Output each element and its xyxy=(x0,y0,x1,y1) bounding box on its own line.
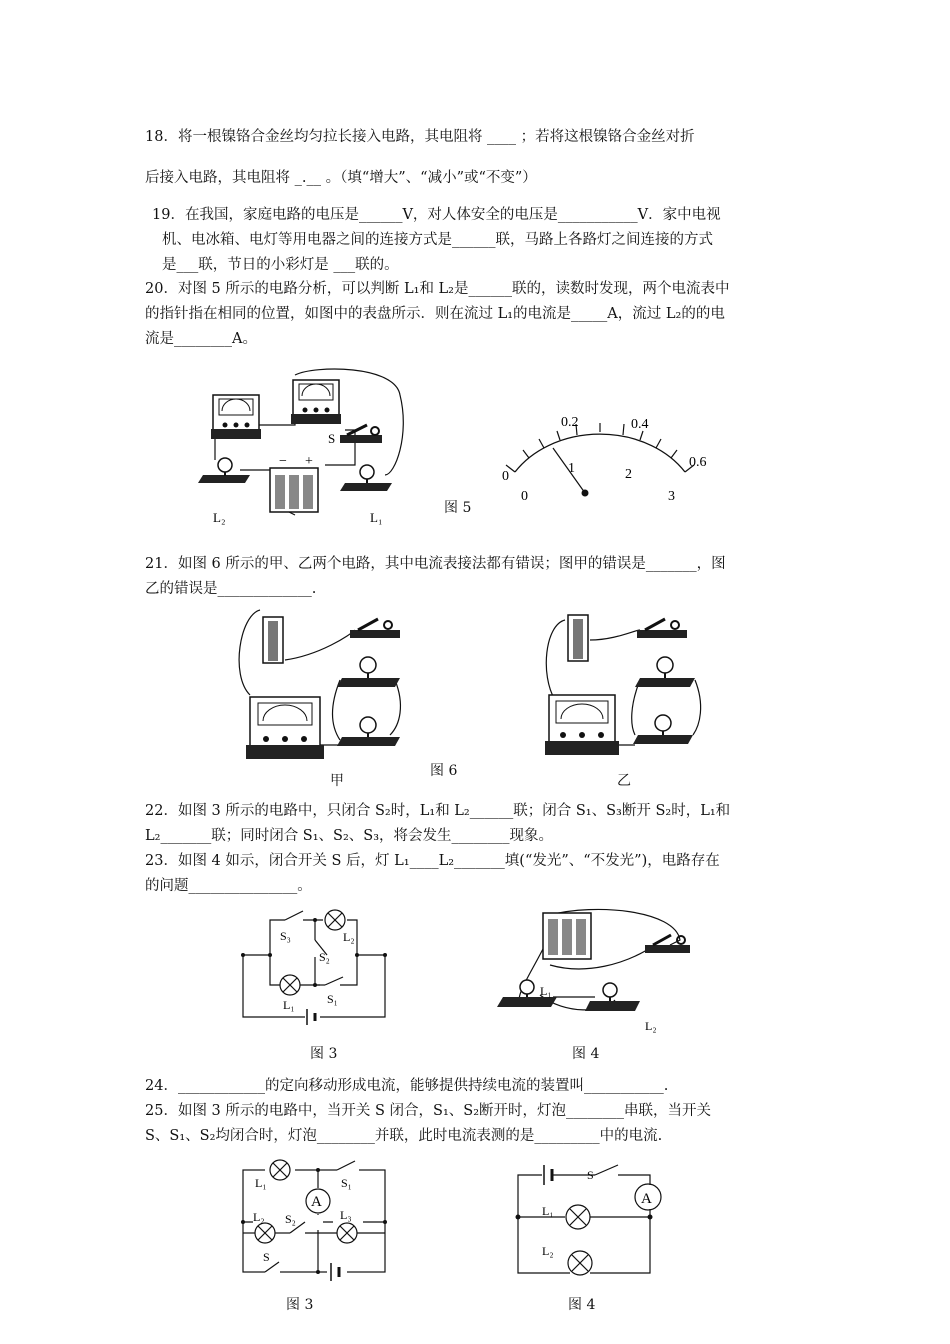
q19-line1: 19．在我国，家庭电路的电压是______V，对人体安全的电压是___________V．家中电视 xyxy=(152,207,721,223)
label-s1: S₁ xyxy=(327,992,338,1006)
q23-line2: 的问题_______________。 xyxy=(145,878,312,894)
dial-bottom-1: 1 xyxy=(568,461,575,476)
lamp-upper xyxy=(635,657,695,687)
dial-ticks xyxy=(506,423,694,472)
switch-s xyxy=(340,425,382,443)
q23-line1: 23．如图 4 如示，闭合开关 S 后，灯 L₁____L₂_______填(“发光”、“不发光”)，电路存在 xyxy=(145,853,720,869)
label-s2: S₂ xyxy=(285,1212,296,1226)
label-s1: S₁ xyxy=(341,1176,352,1190)
lamp-lower xyxy=(633,715,693,744)
battery-minus: − xyxy=(279,454,287,469)
figure3-circuit-a xyxy=(235,905,395,1030)
dial-bottom-2: 2 xyxy=(625,467,632,482)
q25-line1: 25．如图 3 所示的电路中，当开关 S 闭合，S₁、S₂断开时，灯泡________串联，当开关 xyxy=(145,1103,712,1119)
figure6-left-circuit xyxy=(230,605,410,770)
switch xyxy=(637,619,687,638)
label-l1: L₁ xyxy=(540,984,552,998)
battery xyxy=(270,468,318,512)
figure6-caption: 图 6 xyxy=(430,763,458,779)
label-l1: L₁ xyxy=(370,510,383,525)
q18-line2: 后接入电路，其电阻将 _.__ 。（填“增大”、“减小”或“不变”） xyxy=(145,170,537,186)
ammeter-right xyxy=(291,380,341,424)
q22-line2: L₂_______联；同时闭合 S₁、S₂、S₃，将会发生________现象。 xyxy=(145,828,554,844)
label-l2: L₂ xyxy=(343,930,355,944)
lamp-lower xyxy=(337,717,400,746)
label-l3: L₃ xyxy=(340,1208,352,1222)
dial-bottom-0: 0 xyxy=(521,489,528,504)
q20-line1: 20．对图 5 所示的电路分析，可以判断 L₁和 L₂是______联的，读数时发现，两个电流表中 xyxy=(145,281,730,297)
dial-top-2: 0.4 xyxy=(631,417,649,432)
dial-top-1: 0.2 xyxy=(561,415,579,430)
ammeter-symbol: A xyxy=(641,1191,652,1207)
label-s: S xyxy=(263,1250,270,1264)
q19-line3: 是___联，节日的小彩灯是 ___联的。 xyxy=(162,257,399,273)
switch xyxy=(350,619,400,638)
lamp-upper xyxy=(337,657,400,687)
label-s3: S₃ xyxy=(280,929,291,943)
ammeter-left xyxy=(211,395,261,439)
q24-line1: 24．____________的定向移动形成电流，能够提供持续电流的装置叫___________. xyxy=(145,1078,669,1094)
figure3b-caption: 图 3 xyxy=(286,1297,314,1313)
q25-line2: S、S₁、S₂均闭合时，灯泡________并联，此时电流表测的是_________中的电流. xyxy=(145,1128,663,1144)
q22-line1: 22．如图 3 所示的电路中，只闭合 S₂时，L₁和 L₂______联；闭合 S₁、S₃断开 S₂时，L₁和 xyxy=(145,803,731,819)
ammeter xyxy=(545,695,619,755)
battery xyxy=(543,913,591,959)
battery-plus: + xyxy=(305,454,313,469)
figure6-label-right: 乙 xyxy=(617,773,631,789)
q20-line2: 的指针指在相同的位置，如图中的表盘所示．则在流过 L₁的电流是_____A，流过 L₂的的电 xyxy=(145,306,725,322)
label-l1: L₁ xyxy=(255,1176,267,1190)
ammeter-dial xyxy=(495,410,725,510)
figure5-circuit xyxy=(195,365,425,530)
label-l1: L₁ xyxy=(542,1204,554,1218)
ammeter xyxy=(246,697,324,759)
dial-pivot xyxy=(582,490,589,497)
battery xyxy=(263,617,283,663)
lamp-l1 xyxy=(340,465,392,491)
q21-line1: 21．如图 6 所示的甲、乙两个电路，其中电流表接法都有错误；图甲的错误是_______，图 xyxy=(145,556,726,572)
figure3-circuit-b xyxy=(235,1155,395,1285)
figure6-label-left: 甲 xyxy=(330,773,344,789)
label-l2: L₂ xyxy=(213,510,226,525)
q18-line1: 18．将一根镍铬合金丝均匀拉长接入电路，其电阻将 ____ ；若将这根镍铬合金丝对折 xyxy=(145,129,695,145)
figure4-circuit-a xyxy=(495,905,695,1035)
label-l2: L₂ xyxy=(645,1019,657,1033)
figure6-right-circuit xyxy=(535,605,715,765)
label-l1: L₁ xyxy=(283,998,295,1012)
q19-line2: 机、电冰箱、电灯等用电器之间的连接方式是______联，马路上各路灯之间连接的方式 xyxy=(162,232,713,248)
battery xyxy=(568,615,588,661)
figure5-caption: 图 5 xyxy=(444,500,472,516)
dial-bottom-3: 3 xyxy=(668,489,675,504)
figure4a-caption: 图 4 xyxy=(572,1046,600,1062)
label-l2: L₂ xyxy=(253,1210,265,1224)
label-l2: L₂ xyxy=(542,1244,554,1258)
figure3a-caption: 图 3 xyxy=(310,1046,338,1062)
figure4-circuit-b xyxy=(510,1155,680,1285)
q20-line3: 流是________A。 xyxy=(145,331,257,347)
label-s: S xyxy=(587,1168,594,1182)
figure4b-caption: 图 4 xyxy=(568,1297,596,1313)
q21-line2: 乙的错误是_____________. xyxy=(145,581,317,597)
dial-top-3: 0.6 xyxy=(689,455,707,470)
label-s2: S₂ xyxy=(319,950,330,964)
label-s: S xyxy=(328,431,336,446)
switch xyxy=(645,935,690,953)
ammeter-symbol: A xyxy=(311,1194,322,1210)
dial-top-0: 0 xyxy=(502,469,509,484)
